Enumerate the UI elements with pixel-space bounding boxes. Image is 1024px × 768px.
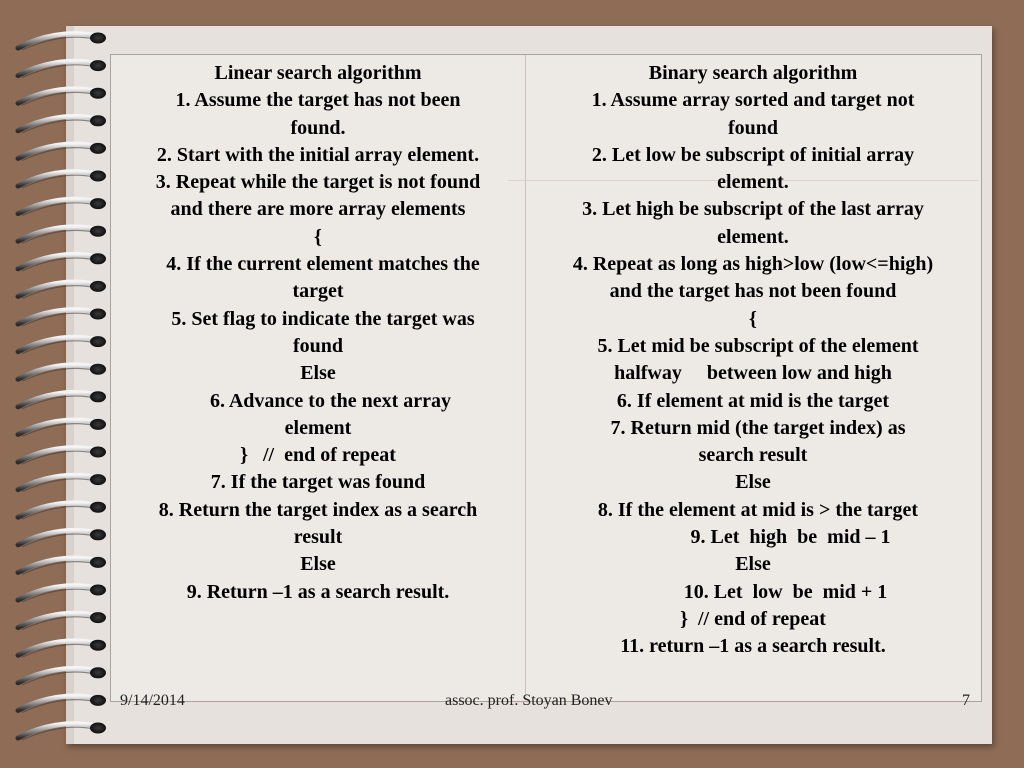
spiral-ring [18, 586, 96, 600]
left_column-line: element [284, 416, 352, 439]
right_column-line: element. [717, 225, 789, 248]
left_column-line: } // end of repeat [240, 444, 396, 467]
right_column-line: 9. Let high be mid – 1 [615, 526, 891, 549]
left_column-line: Else [300, 553, 336, 576]
spiral-ring [18, 668, 96, 682]
left_column-line: 8. Return the target index as a search [158, 498, 478, 521]
right_column-line: 8. If the element at mid is > the target [587, 498, 919, 521]
left_column-line: 3. Repeat while the target is not found [155, 171, 481, 194]
binary-search-column [528, 60, 978, 661]
left_column-line: target [292, 280, 344, 303]
right_column-line: halfway between low and high [614, 362, 892, 385]
binding-hole [90, 695, 106, 706]
right_column-line: Else [735, 553, 771, 576]
spiral-ring [18, 696, 96, 710]
spiral-ring [18, 282, 96, 296]
spiral-ring [18, 337, 96, 351]
spiral-ring [18, 613, 96, 627]
spiral-ring [18, 199, 96, 213]
spiral-ring [18, 448, 96, 462]
spiral-ring [18, 34, 96, 48]
left_column-line: Linear search algorithm [214, 62, 422, 84]
binding-hole [90, 474, 106, 485]
spiral-ring [18, 89, 96, 103]
right_column-line: 3. Let high be subscript of the last array [582, 198, 924, 221]
left_column-line: and there are more array elements [170, 198, 466, 221]
left_column-line: 4. If the current element matches the [156, 253, 480, 276]
right_column-line: 10. Let low be mid + 1 [618, 580, 888, 603]
left_column-line: 6. Advance to the next array [184, 389, 452, 412]
linear-search-column [112, 60, 524, 606]
spiral-ring [18, 144, 96, 158]
left_column-line: Else [300, 362, 336, 385]
left_column-line: 1. Assume the target has not been [175, 89, 461, 112]
binding-hole [90, 253, 106, 264]
left_column-line: result [293, 526, 343, 549]
spiral-ring [18, 61, 96, 75]
page-number: 7 [962, 692, 970, 709]
right_column-line: 6. If element at mid is the target [616, 389, 890, 412]
right_column-line: 7. Return mid (the target index) as [600, 416, 906, 439]
right_column-line: and the target has not been found [609, 280, 897, 303]
left_column-line: found. [290, 116, 346, 139]
right_column-line: element. [717, 171, 789, 194]
binding-hole [90, 419, 106, 430]
binding-hole [90, 640, 106, 651]
right_column-line: 4. Repeat as long as high>low (low<=high) [572, 253, 934, 276]
spiral-ring [18, 503, 96, 517]
right_column-line: search result [698, 444, 808, 467]
left_column-line: 9. Return –1 as a search result. [186, 580, 450, 603]
binding-hole [90, 447, 106, 458]
binding-hole [90, 557, 106, 568]
spiral-ring [18, 475, 96, 489]
right_column-line: 5. Let mid be subscript of the element [587, 334, 919, 357]
spiral-ring [18, 420, 96, 434]
footer-author: assoc. prof. Stoyan Bonev [445, 692, 613, 709]
right_column-line: Binary search algorithm [648, 62, 858, 84]
column-divider [525, 55, 526, 699]
spiral-ring [18, 530, 96, 544]
spiral-ring [18, 254, 96, 268]
binding-hole [90, 33, 106, 44]
binding-hole [90, 612, 106, 623]
binding-hole [90, 309, 106, 320]
spiral-ring [18, 724, 96, 738]
spiral-ring [18, 227, 96, 241]
right_column-line: Else [735, 471, 771, 494]
binding-hole [90, 115, 106, 126]
left_column-line: found [292, 334, 344, 357]
right_column-line: { [749, 307, 757, 330]
binding-hole [90, 281, 106, 292]
binding-hole [90, 529, 106, 540]
left_column-line: 2. Start with the initial array element. [156, 143, 480, 166]
left_column-line: { [314, 225, 322, 248]
spiral-ring [18, 116, 96, 130]
footer-date: 9/14/2014 [120, 692, 185, 709]
binding-hole [90, 226, 106, 237]
binding-hole [90, 585, 106, 596]
binding-hole [90, 88, 106, 99]
binding-hole [90, 143, 106, 154]
spiral-ring [18, 365, 96, 379]
binding-hole [90, 391, 106, 402]
spiral-ring [18, 558, 96, 572]
right_column-line: found [727, 116, 779, 139]
binding-hole [90, 171, 106, 182]
spiral-ring [18, 392, 96, 406]
binding-hole [90, 198, 106, 209]
left_column-line: 5. Set flag to indicate the target was [161, 307, 475, 330]
right_column-line: } // end of repeat [680, 607, 826, 630]
spiral-ring [18, 172, 96, 186]
left_column-line: 7. If the target was found [210, 471, 426, 494]
binding-hole [90, 502, 106, 513]
right_column-line: 2. Let low be subscript of initial array [591, 143, 915, 166]
binding-hole [90, 364, 106, 375]
binding-hole [90, 723, 106, 734]
binding-hole [90, 336, 106, 347]
right_column-line: 1. Assume array sorted and target not [591, 89, 915, 112]
spiral-ring [18, 310, 96, 324]
binding-hole [90, 667, 106, 678]
right_column-line: 11. return –1 as a search result. [620, 635, 886, 658]
binding-hole [90, 60, 106, 71]
spiral-ring [18, 641, 96, 655]
